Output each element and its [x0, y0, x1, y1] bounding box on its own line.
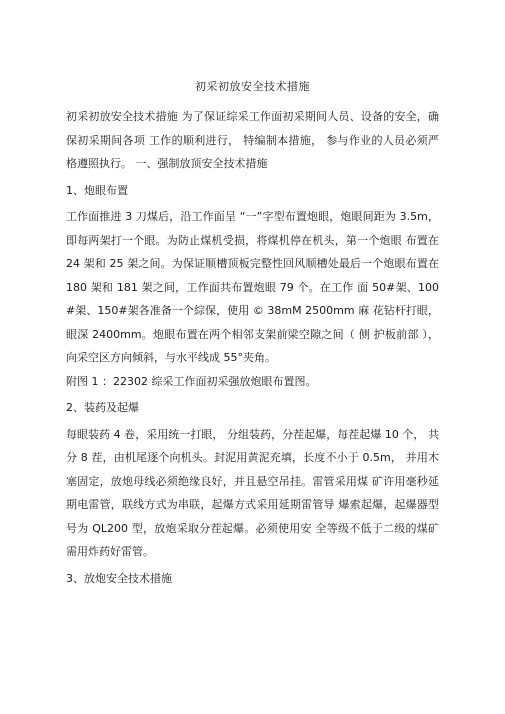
section-1-heading: 1、炮眼布置	[66, 183, 128, 197]
section-3-heading: 3、放炮安全技术措施	[66, 571, 172, 585]
document-title: 初采初放安全技术措施	[195, 80, 310, 93]
figure-note: 附图 1 ：22302 综采工作面初采强放炮眼布置图。	[66, 374, 317, 388]
section-2-heading: 2、装药及起爆	[66, 401, 139, 414]
section-2-body: 每眼装药 4 卷，采用统一打眼， 分组装药，分茬起爆，每茬起爆 10 个， 共分 8 茬，由机尾逐个向机头。封泥用黄泥充填，长度不小于 0.5m， 并用木塞固定，放炮母线必须绝缘良好，并且悬空吊挂。雷管采用煤 矿许用毫秒延期电雷管，联线方式为串联，起爆方式采用延期雷管导 爆索起爆，起爆器型号为 QL200 型，放炮采取分茬起爆。必须使用安 全等级不低于二级的煤矿需用炸药好雷管。	[66, 427, 439, 558]
intro-paragraph: 初采初放安全技术措施 为了保证综采工作面初采期间人员、设备的安全，确保初采期间各项 工作的顺利进行， 特编制本措施， 参与作业的人员必须严格遵照执行。 一、强制放顶安全技术措施	[66, 110, 439, 170]
section-1-body: 工作面推进 3 刀煤后，沿工作面呈 “一”字型布置炮眼，炮眼间距为 3.5m，即每两架打一个眼。为防止煤机受损，将煤机停在机头，第一个炮眼 布置在 24 架和 25 架之间。为保证顺槽顶板完整性回风顺槽处最后一个炮眼布置在 180 架和 181 架之间，工作面共布置炮眼 79 个。在工作 面 50#架、100#架、150#架各准备一个綜保，使用 © 38mM 2500mm 麻 花钻杆打眼，眼深 2400mm。炮眼布置在两个相邻支架前梁空隙之间（ 侧 护板前部 ），向采空区方向倾斜，与水平线成 55°夹角。	[66, 210, 439, 364]
